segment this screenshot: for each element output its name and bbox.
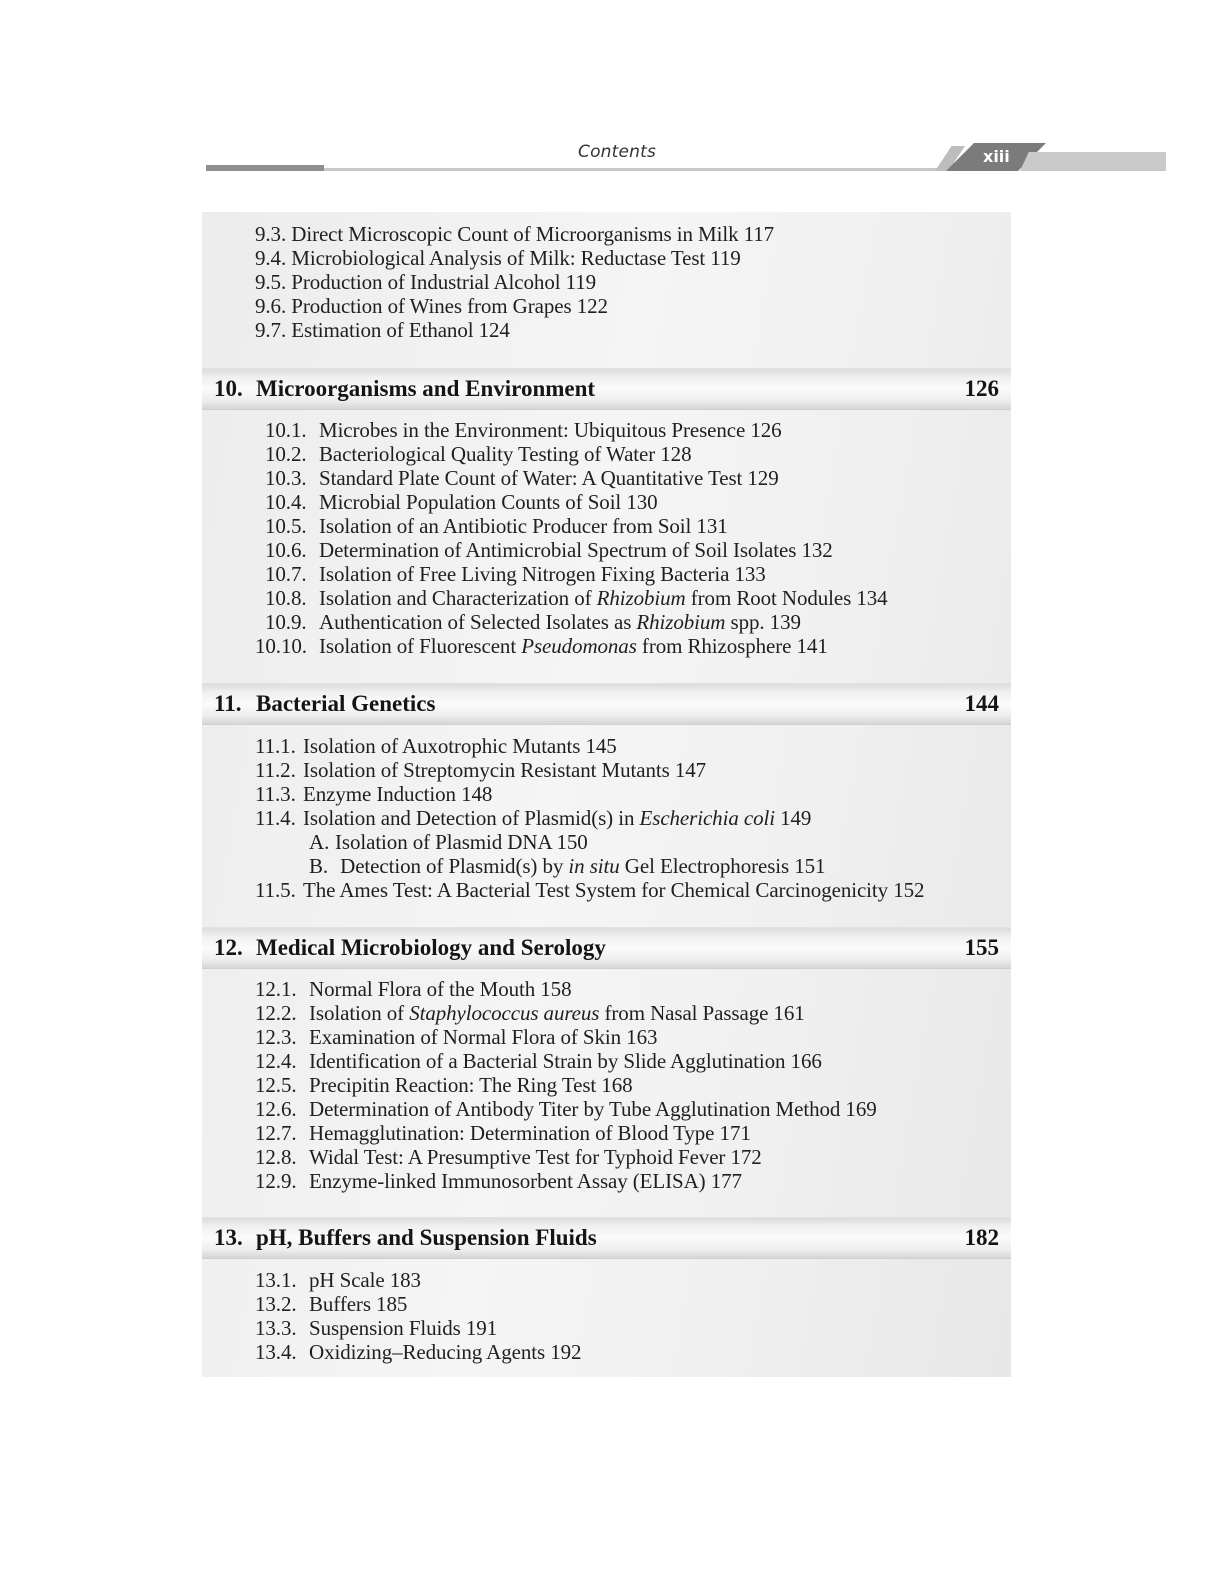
toc-entry[interactable] bbox=[255, 1292, 407, 1316]
entry-italic-term: Rhizobium bbox=[596, 586, 686, 610]
entry-title: Examination of Normal Flora of Skin 163 bbox=[309, 1025, 658, 1049]
entry-number: 12.6. bbox=[255, 1097, 297, 1121]
entry-number: 13.1. bbox=[255, 1268, 297, 1292]
entry-title: Detection of Plasmid(s) by bbox=[335, 854, 569, 878]
entry-italic-term: Rhizobium bbox=[636, 610, 726, 634]
chapter-title: Bacterial Genetics bbox=[256, 691, 436, 716]
toc-entry[interactable] bbox=[265, 610, 801, 634]
entry-number: 9.5. bbox=[255, 270, 287, 294]
entry-title: Microbial Population Counts of Soil 130 bbox=[319, 490, 658, 514]
entry-number: 13.2. bbox=[255, 1292, 297, 1316]
entry-title: Authentication of Selected Isolates as bbox=[319, 610, 637, 634]
chapter-number: 11. bbox=[214, 691, 242, 716]
toc-entry[interactable] bbox=[255, 1169, 742, 1193]
entry-number: 10.3. bbox=[265, 466, 307, 490]
entry-number: 11.3. bbox=[255, 782, 296, 806]
entry-title-rest: from Root Nodules 134 bbox=[685, 586, 888, 610]
chapter-number: 10. bbox=[214, 376, 243, 401]
entry-number: 12.2. bbox=[255, 1001, 297, 1025]
entry-title: Bacteriological Quality Testing of Water 128 bbox=[319, 442, 692, 466]
entry-title: Production of Industrial Alcohol 119 bbox=[291, 270, 597, 294]
entry-title: Isolation of Plasmid DNA 150 bbox=[335, 830, 588, 854]
toc-entry[interactable] bbox=[255, 1268, 421, 1292]
toc-entry[interactable] bbox=[265, 442, 691, 466]
toc-entry[interactable] bbox=[255, 734, 617, 758]
entry-title-rest: from Nasal Passage 161 bbox=[599, 1001, 805, 1025]
toc-entry[interactable] bbox=[255, 1145, 762, 1169]
chapter-number: 12. bbox=[214, 935, 243, 960]
entry-title: Determination of Antimicrobial Spectrum of Soil Isolates 132 bbox=[319, 538, 833, 562]
entry-italic-term: Pseudomonas bbox=[521, 634, 637, 658]
entry-title: Precipitin Reaction: The Ring Test 168 bbox=[309, 1073, 633, 1097]
entry-number: 12.1. bbox=[255, 977, 297, 1001]
chapter-heading-10[interactable] bbox=[202, 369, 1011, 409]
toc-entry[interactable] bbox=[255, 318, 510, 342]
entry-number: 10.1. bbox=[265, 418, 307, 442]
toc-entry[interactable] bbox=[255, 1316, 497, 1340]
entry-title: Isolation of Fluorescent bbox=[319, 634, 522, 658]
entry-number: 12.7. bbox=[255, 1121, 297, 1145]
toc-entry[interactable] bbox=[255, 1073, 633, 1097]
chapter-heading-13[interactable] bbox=[202, 1218, 1011, 1258]
entry-title: Widal Test: A Presumptive Test for Typhoid Fever 172 bbox=[309, 1145, 762, 1169]
entry-italic-term: Escherichia coli bbox=[639, 806, 775, 830]
entry-number: 9.7. bbox=[255, 318, 287, 342]
toc-entry[interactable] bbox=[255, 977, 571, 1001]
toc-entry[interactable] bbox=[255, 782, 492, 806]
toc-entry[interactable] bbox=[255, 1121, 751, 1145]
toc-entry[interactable] bbox=[255, 1049, 822, 1073]
toc-entry[interactable] bbox=[265, 490, 658, 514]
chapter-heading-11[interactable] bbox=[202, 684, 1011, 724]
entry-title-rest: spp. 139 bbox=[725, 610, 801, 634]
toc-entry[interactable] bbox=[255, 758, 706, 782]
entry-number: 12.4. bbox=[255, 1049, 297, 1073]
header-rule bbox=[324, 168, 944, 171]
page-number: xiii bbox=[983, 147, 1010, 166]
chapter-number: 13. bbox=[214, 1225, 243, 1250]
entry-number: 12.9. bbox=[255, 1169, 297, 1193]
chapter-heading-12[interactable] bbox=[202, 928, 1011, 968]
entry-title: Microbes in the Environment: Ubiquitous Presence 126 bbox=[319, 418, 782, 442]
entry-title: Buffers 185 bbox=[309, 1292, 408, 1316]
entry-number: 13.4. bbox=[255, 1340, 297, 1364]
toc-entry[interactable] bbox=[255, 1340, 581, 1364]
chapter-page: 126 bbox=[964, 376, 999, 401]
toc-entry[interactable] bbox=[255, 634, 828, 658]
entry-title: Hemagglutination: Determination of Blood Type 171 bbox=[309, 1121, 751, 1145]
entry-title: Isolation and Detection of Plasmid(s) in bbox=[303, 806, 640, 830]
entry-title: Production of Wines from Grapes 122 bbox=[291, 294, 608, 318]
entry-number: 10.5. bbox=[265, 514, 307, 538]
entry-number: 9.6. bbox=[255, 294, 287, 318]
entry-number: 10.7. bbox=[265, 562, 307, 586]
entry-number: 10.6. bbox=[265, 538, 307, 562]
chapter-page: 144 bbox=[964, 691, 999, 716]
entry-number: 10.9. bbox=[265, 610, 307, 634]
toc-entry[interactable] bbox=[255, 246, 741, 270]
entry-title: Direct Microscopic Count of Microorganisms in Milk 117 bbox=[291, 222, 775, 246]
entry-italic-term: in situ bbox=[568, 854, 620, 878]
entry-number: 12.8. bbox=[255, 1145, 297, 1169]
entry-title-rest: from Rhizosphere 141 bbox=[636, 634, 828, 658]
entry-title: Standard Plate Count of Water: A Quantitative Test 129 bbox=[319, 466, 779, 490]
entry-number: 10.2. bbox=[265, 442, 307, 466]
entry-title-rest: Gel Electrophoresis 151 bbox=[619, 854, 826, 878]
chapter-title: pH, Buffers and Suspension Fluids bbox=[256, 1225, 597, 1250]
entry-number: A. bbox=[309, 830, 330, 854]
entry-number: 9.3. bbox=[255, 222, 287, 246]
entry-number: 11.2. bbox=[255, 758, 296, 782]
entry-title-rest: 149 bbox=[774, 806, 812, 830]
toc-subentry[interactable] bbox=[309, 830, 588, 854]
entry-title: Estimation of Ethanol 124 bbox=[291, 318, 510, 342]
entry-number: 11.1. bbox=[255, 734, 296, 758]
toc-subentry[interactable] bbox=[309, 854, 825, 878]
chapter-title: Medical Microbiology and Serology bbox=[256, 935, 606, 960]
toc-entry[interactable] bbox=[265, 514, 728, 538]
entry-title: Microbiological Analysis of Milk: Reductase Test 119 bbox=[291, 246, 741, 270]
toc-entry[interactable] bbox=[265, 418, 782, 442]
running-header bbox=[0, 0, 1214, 200]
header-rule-left bbox=[206, 165, 324, 171]
toc-entry[interactable] bbox=[255, 270, 596, 294]
toc-entry[interactable] bbox=[255, 294, 608, 318]
entry-title: The Ames Test: A Bacterial Test System for Chemical Carcinogenicity 152 bbox=[303, 878, 925, 902]
toc-entry[interactable] bbox=[265, 586, 888, 610]
entry-title: Isolation and Characterization of bbox=[319, 586, 597, 610]
chapter-title: Microorganisms and Environment bbox=[256, 376, 596, 401]
entry-title: Isolation of Auxotrophic Mutants 145 bbox=[303, 734, 617, 758]
header-bar-right bbox=[1020, 152, 1166, 171]
entry-number: B. bbox=[309, 854, 329, 878]
entry-number: 13.3. bbox=[255, 1316, 297, 1340]
entry-title: Normal Flora of the Mouth 158 bbox=[309, 977, 572, 1001]
toc-entry[interactable] bbox=[255, 1001, 805, 1025]
entry-italic-term: Staphylococcus aureus bbox=[409, 1001, 600, 1025]
entry-number: 12.5. bbox=[255, 1073, 297, 1097]
entry-title: Isolation of Streptomycin Resistant Mutants 147 bbox=[303, 758, 707, 782]
running-header-title: Contents bbox=[578, 142, 657, 162]
entry-number: 11.5. bbox=[255, 878, 296, 902]
entry-title: Oxidizing–Reducing Agents 192 bbox=[309, 1340, 582, 1364]
chapter-page: 155 bbox=[964, 935, 999, 960]
entry-title: Determination of Antibody Titer by Tube Agglutination Method 169 bbox=[309, 1097, 877, 1121]
toc-entry[interactable] bbox=[265, 562, 766, 586]
toc-entry[interactable] bbox=[265, 466, 779, 490]
entry-number: 9.4. bbox=[255, 246, 287, 270]
entry-number: 11.4. bbox=[255, 806, 296, 830]
entry-title: Enzyme-linked Immunosorbent Assay (ELISA) 177 bbox=[309, 1169, 742, 1193]
entry-title: Enzyme Induction 148 bbox=[303, 782, 493, 806]
toc-entry[interactable] bbox=[255, 806, 811, 830]
chapter-page: 182 bbox=[964, 1225, 999, 1250]
entry-number: 10.8. bbox=[265, 586, 307, 610]
entry-title: Identification of a Bacterial Strain by Slide Agglutination 166 bbox=[309, 1049, 822, 1073]
toc-entry[interactable] bbox=[255, 1097, 877, 1121]
entry-title: Isolation of an Antibiotic Producer from Soil 131 bbox=[319, 514, 728, 538]
toc-entry[interactable] bbox=[255, 1025, 657, 1049]
entry-title: pH Scale 183 bbox=[309, 1268, 421, 1292]
toc-panel bbox=[202, 212, 1011, 1377]
entry-title: Isolation of Free Living Nitrogen Fixing Bacteria 133 bbox=[319, 562, 766, 586]
entry-title: Suspension Fluids 191 bbox=[309, 1316, 498, 1340]
toc-entry[interactable] bbox=[265, 538, 833, 562]
toc-entry[interactable] bbox=[255, 878, 924, 902]
entry-number: 12.3. bbox=[255, 1025, 297, 1049]
entry-title: Isolation of bbox=[309, 1001, 410, 1025]
entry-number: 10.4. bbox=[265, 490, 307, 514]
entry-number: 10.10. bbox=[255, 634, 307, 658]
toc-entry[interactable] bbox=[255, 222, 774, 246]
